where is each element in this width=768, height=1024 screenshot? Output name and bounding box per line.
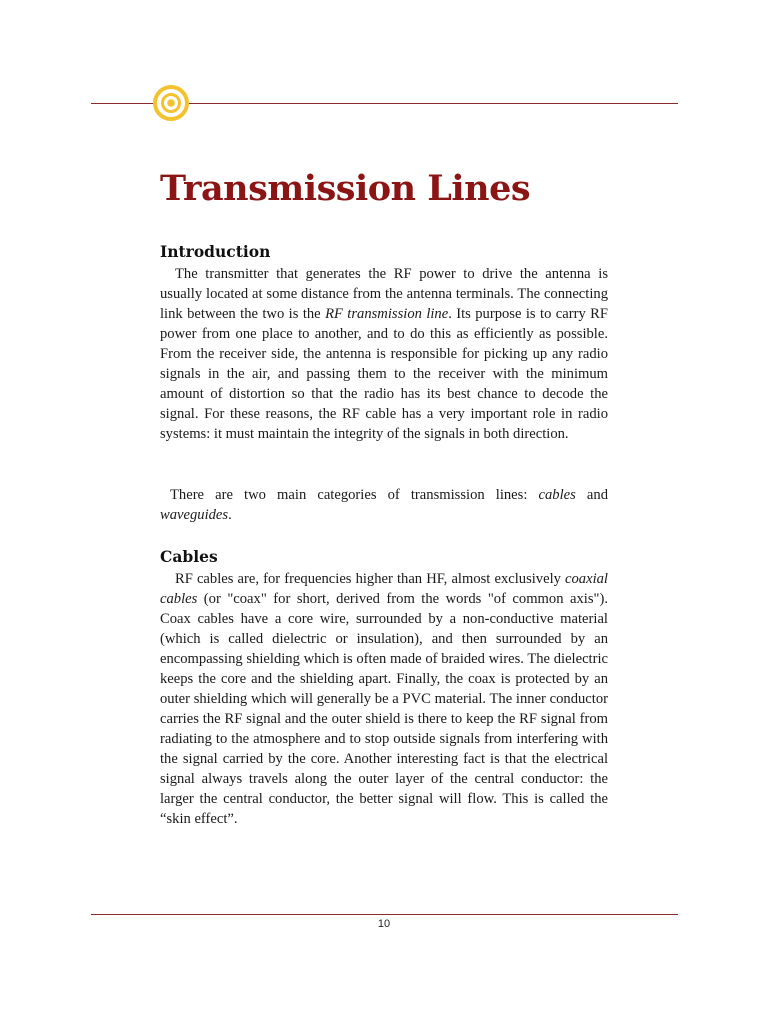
intro-paragraph-1: The transmitter that generates the RF power to drive the antenna is usually located at some distance from the antenna terminals. The connecting link between the two is the RF transmission line. Its purpose is to carry RF power from one place to another, and to do this as efficiently as possible. From the receiver side, the antenna is responsible for picking up any radio signals in the air, and passing them to the receiver with the minimum amount of distortion so that the radio has its best chance to decode the signal. For these reasons, the RF cable has a very important role in radio systems: it must maintain the integrity of the signals in both direction. [160,266,609,442]
section-heading-cables: Cables [160,547,218,566]
emphasis-coaxial-cables: coaxial cables [160,571,608,607]
intro-paragraph-2: There are two main categories of transmission lines: cables and waveguides. [160,487,608,523]
page-number: 10 [377,918,391,930]
footer-rule [91,914,678,915]
emphasis-rf-transmission-line: RF transmission line [325,306,449,322]
emphasis-cables: cables [538,487,576,503]
page-title: Transmission Lines [160,168,531,209]
emphasis-waveguides: waveguides [160,507,229,523]
cables-paragraph: RF cables are, for frequencies higher than HF, almost exclusively coaxial cables (or "coax" for short, derived from the words "of common axis"). Coax cables have a core wire, surrounded by a non-conductive material (which is called dielectric or insulation), and then surrounded by an encompassing shielding which is often made of braided wires. The dielectric keeps the core and the shielding apart. Finally, the coax is protected by an outer shielding which will generally be a PVC material. The inner conductor carries the RF signal and the outer shield is there to keep the RF signal from radiating to the atmosphere and to stop outside signals from interfering with the signal carried by the core. Another interesting fact is that the electrical signal always travels along the outer layer of the central conductor: the larger the central conductor, the better signal will flow. This is called the “skin effect”. [160,571,608,827]
concentric-circle-logo-icon [152,84,190,122]
section-heading-introduction: Introduction [160,242,271,261]
